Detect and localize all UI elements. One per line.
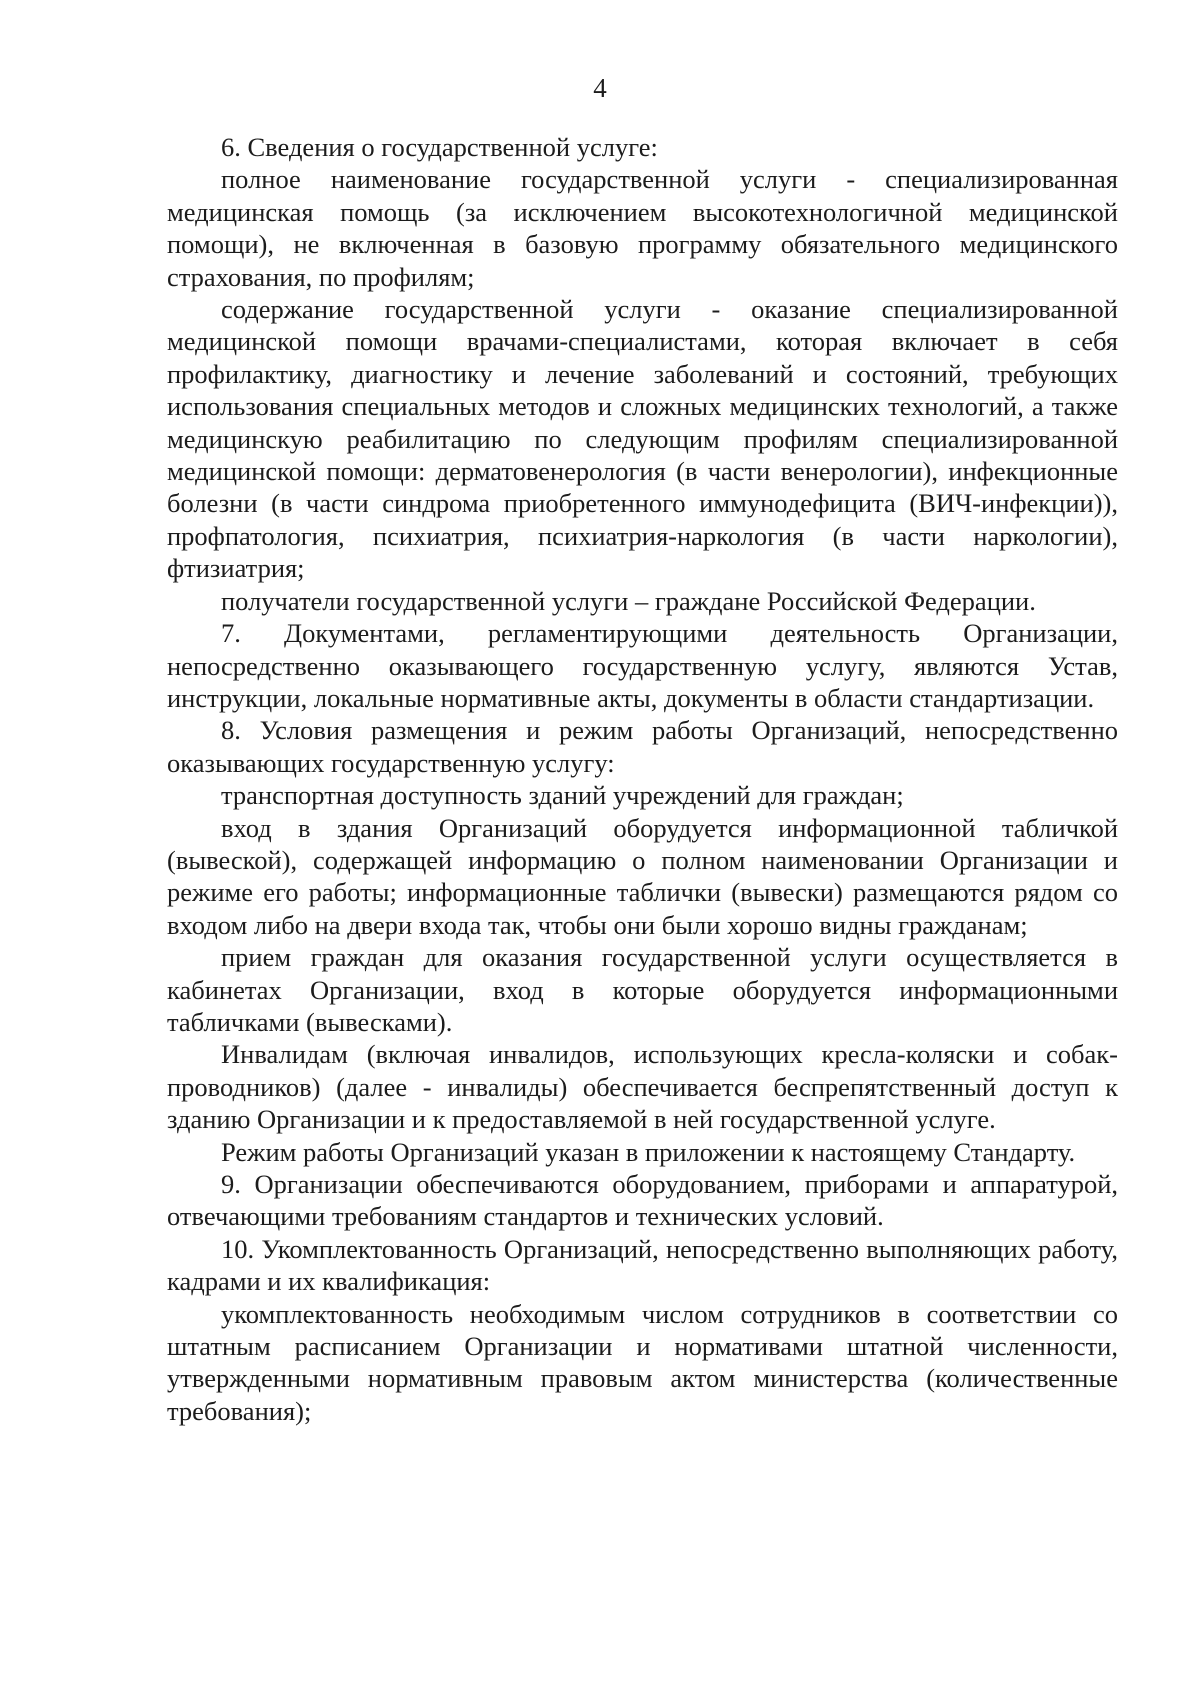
service-full-name: полное наименование государственной услуги - специализированная медицинская помощь (за исключением высокотехнологичной медицинской помощи), не включенная в базовую программу обязательного медицинского страхования, по профилям;: [167, 164, 1118, 292]
page-number: 4: [593, 73, 607, 103]
document-body: [167, 131, 1118, 1427]
section-9-equipment: 9. Организации обеспечиваются оборудованием, приборами и аппаратурой, отвечающими требованиям стандартов и технических условий.: [167, 1169, 1118, 1232]
staffing-requirements: укомплектованность необходимым числом сотрудников в соответствии со штатным расписанием Организации и нормативами штатной численности, утвержденными нормативным правовым актом министерства (количественные требования);: [167, 1298, 1118, 1426]
section-8-heading: 8. Условия размещения и режим работы Организаций, непосредственно оказывающих государственную услугу:: [167, 715, 1118, 778]
disabled-access: Инвалидам (включая инвалидов, использующих кресла-коляски и собак-проводников) (далее - инвалиды) обеспечивается беспрепятственный доступ к зданию Организации и к предоставляемой в ней государственной услуге.: [167, 1039, 1118, 1135]
section-7-regulating-documents: 7. Документами, регламентирующими деятельность Организации, непосредственно оказывающего государственную услугу, являются Устав, инструкции, локальные нормативные акты, документы в области стандартизации.: [167, 618, 1118, 713]
service-content: содержание государственной услуги - оказание специализированной медицинской помощи врачами-специалистами, которая включает в себя профилактику, диагностику и лечение заболеваний и состояний, требующих использования специальных методов и сложных медицинских технологий, а также медицинскую реабилитацию по следующим профилям специализированной медицинской помощи: дерматовенерология (в части венерологии), инфекционные болезни (в части синдрома приобретенного иммунодефицита (ВИЧ-инфекции)), профпатология, психиатрия, психиатрия-наркология (в части наркологии), фтизиатрия;: [167, 294, 1118, 584]
transport-accessibility: транспортная доступность зданий учреждений для граждан;: [221, 780, 904, 811]
section-6-heading: 6. Сведения о государственной услуге:: [221, 132, 658, 162]
service-recipients: получатели государственной услуги – граждане Российской Федерации.: [221, 585, 1036, 616]
work-schedule: Режим работы Организаций указан в приложении к настоящему Стандарту.: [221, 1136, 1076, 1167]
section-10-heading: 10. Укомплектованность Организаций, непосредственно выполняющих работу, кадрами и их квалификация:: [167, 1233, 1118, 1297]
citizen-reception: прием граждан для оказания государственной услуги осуществляется в кабинетах Организации, вход в которые оборудуется информационными табличками (вывесками).: [167, 942, 1118, 1037]
entrance-signage: вход в здания Организаций оборудуется информационной табличкой (вывеской), содержащей информацию о полном наименовании Организации и режиме его работы; информационные таблички (вывески) размещаются рядом со входом либо на двери входа так, чтобы они были хорошо видны гражданам;: [167, 812, 1118, 940]
